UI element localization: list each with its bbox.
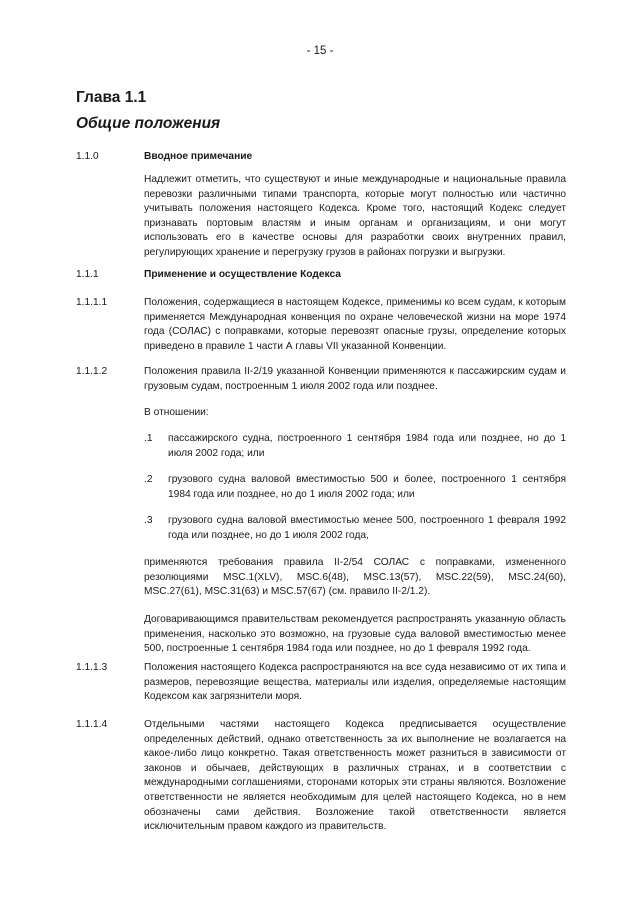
list-item-text: пассажирского судна, построенного 1 сентября 1984 года или позднее, но до 1 июля 2002 года; или — [168, 433, 566, 459]
section-1-1-0 — [76, 150, 566, 165]
list-item-number: .2 — [144, 474, 153, 485]
intro-paragraph: Надлежит отметить, что существуют и иные международные и национальные правила перевозки различными типами транспорта, которые могут полностью или частично учитывать положения настоящего Кодекса. Кроме того, настоящий Кодекс следует признавать портовым властям и иным органам и организациям, и они могут использовать его в качестве основы для разработки своих внутренних правил, регулирующих хранение и перегрузку грузов в районах погрузки и выгрузки. — [144, 174, 566, 258]
section-number: 1.1.0 — [76, 151, 99, 162]
list-item — [144, 432, 566, 461]
section-heading: Применение и осуществление Кодекса — [144, 269, 341, 280]
section-number: 1.1.1.4 — [76, 719, 108, 730]
list-item — [144, 514, 566, 543]
chapter-title: Глава 1.1 — [76, 89, 147, 106]
section-number: 1.1.1.2 — [76, 366, 108, 377]
section-1-1-1 — [76, 268, 566, 283]
applied-paragraph: применяются требования правила II-2/54 СОЛАС с поправками, измененного резолюциями MSC.1(XLV), MSC.6(48), MSC.13(57), MSC.22(59), MSC.24(60), MSC.27(61), MSC.31(63) и MSC.57(67) (см. правило II-2/1.2). — [144, 557, 566, 598]
recommendation-paragraph: Договаривающимся правительствам рекомендуется распространять указанную область применения, насколько это возможно, на грузовые суда валовой вместимостью менее 500, построенные 1 сентября 1984 года или позднее, но до 1 февраля 1992 года. — [144, 614, 566, 655]
page-number: - 15 - — [306, 45, 334, 57]
section-1-1-1-4 — [76, 718, 566, 835]
regarding-text: В отношении: — [144, 407, 209, 418]
list-item-text: грузового судна валовой вместимостью 500 и более, построенного 1 сентября 1984 года или позднее, но до 1 июля 2002 года; или — [168, 474, 566, 500]
list-item-text: грузового судна валовой вместимостью менее 500, построенного 1 февраля 1992 года или позднее, но до 1 июля 2002 года, — [168, 515, 566, 541]
section-number: 1.1.1 — [76, 269, 99, 280]
section-number: 1.1.1.3 — [76, 662, 108, 673]
section-number: 1.1.1.1 — [76, 297, 108, 308]
section-1-1-1-3 — [76, 661, 566, 705]
section-text: Положения настоящего Кодекса распространяются на все суда независимо от их типа и размеров, перевозящие вещества, материалы или изделия, определяемые настоящим Кодексом как загрязнители моря. — [144, 662, 566, 703]
section-1-1-1-2 — [76, 365, 566, 394]
section-heading: Вводное примечание — [144, 151, 253, 162]
list-item — [144, 473, 566, 502]
chapter-subtitle: Общие положения — [76, 115, 221, 132]
section-1-1-1-1 — [76, 296, 566, 354]
section-text: Положения правила II-2/19 указанной Конвенции применяются к пассажирским судам и грузовым судам, построенным 1 июля 2002 года или позднее. — [144, 366, 566, 392]
section-text: Положения, содержащиеся в настоящем Кодексе, применимы ко всем судам, к которым применяется Международная конвенция по охране человеческой жизни на море 1974 года (СОЛАС) с поправками, которые перевозят опасные грузы, определение которых приведено в правиле 1 части А главы VII указанной Конвенции. — [144, 297, 566, 352]
section-text: Отдельными частями настоящего Кодекса предписывается осуществление определенных действий, однако ответственность за их выполнение не возлагается на какое-либо лицо конкретно. Такая ответственность может разниться в зависимости от законов и обычаев, действующих в различных странах, и в соответствии с международными соглашениями, сторонами которых эти страны являются. Возложение ответственности не является необходимым для целей настоящего Кодекса, но в нем обозначены сами действия. Возложение такой ответственности является исключительным правом каждого из правительств. — [144, 719, 566, 833]
list-item-number: .1 — [144, 433, 153, 444]
list-item-number: .3 — [144, 515, 153, 526]
